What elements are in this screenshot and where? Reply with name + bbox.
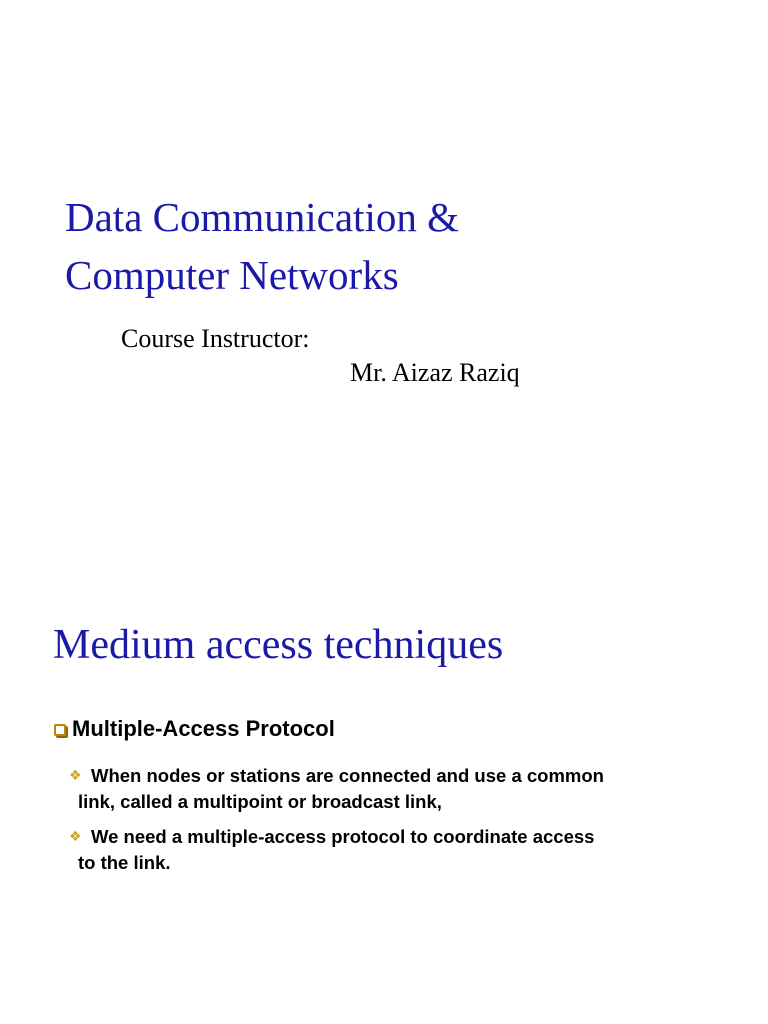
slide-title-line-1: Data Communication & [65,194,459,240]
section-heading [54,718,335,740]
bullet-text [78,824,709,876]
bullet-text [78,763,709,815]
bullet-line: When nodes or stations are connected and use a common [91,765,604,786]
content-slide [0,512,768,1024]
instructor-label: Course Instructor: [121,324,310,353]
bullet-line: link, called a multipoint or broadcast link, [78,791,442,812]
diamond-bullet-icon: ❖ [69,829,82,845]
bullet-line: We need a multiple-access protocol to coordinate access [91,826,595,847]
section-heading-text: Multiple-Access Protocol [72,716,335,741]
bullet-line: to the link. [78,852,171,873]
instructor-name: Mr. Aizaz Raziq [350,358,520,387]
bullet-item [69,824,709,876]
diamond-bullet-icon: ❖ [69,768,82,784]
box-bullet-icon [54,724,66,736]
bullet-item [69,763,709,815]
slide-title-line-2: Computer Networks [65,252,399,298]
slide-title: Medium access techniques [53,622,504,668]
